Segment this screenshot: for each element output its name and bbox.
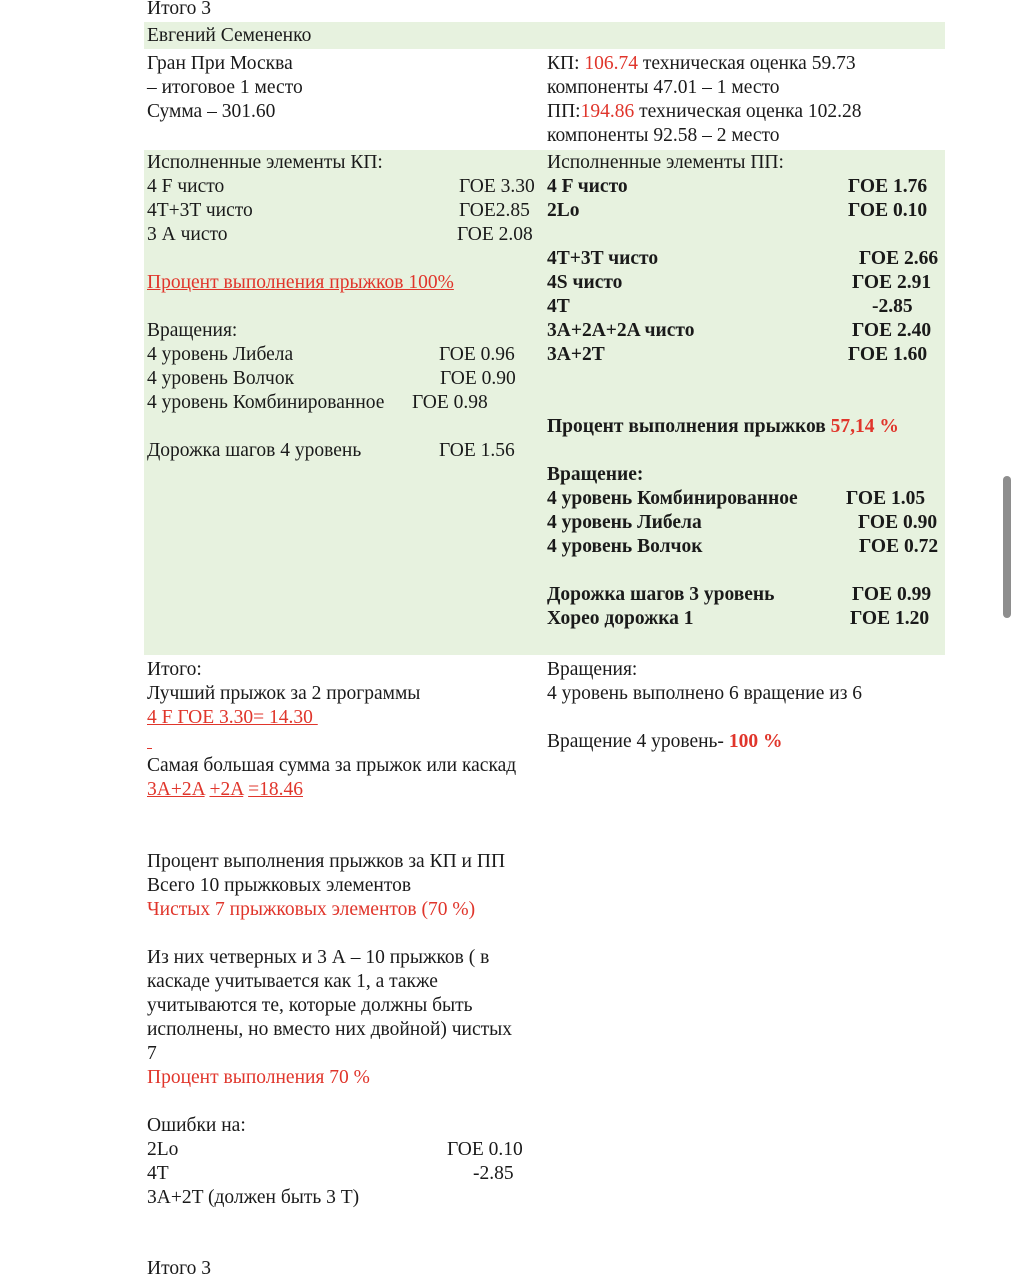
total-jumps: Всего 10 прыжковых элементов — [147, 875, 412, 896]
error-goe: ГОЕ 0.10 — [447, 1139, 523, 1160]
sp-spins-title: Вращения: — [147, 320, 238, 341]
quads-text-line: Из них четверных и 3 А – 10 прыжков ( в — [147, 947, 490, 968]
percent-title: Процент выполнения прыжков за КП и ПП — [147, 851, 506, 872]
sp-jump-name: 4T+3T чисто — [147, 200, 253, 221]
fs-jump-goe: ГОЕ 2.91 — [852, 272, 932, 293]
spins-summary-line2: Вращение 4 уровень- 100 % — [547, 731, 783, 752]
fs-spin-name: 4 уровень Волчок — [547, 536, 703, 557]
best-jump-value: 4 F ГОЕ 3.30= 14.30 — [147, 707, 318, 728]
sp-jump-percent: Процент выполнения прыжков 100% — [147, 272, 454, 293]
fs-spin-goe: ГОЕ 1.05 — [846, 488, 926, 509]
sp-components: компоненты 47.01 – 1 место — [547, 77, 780, 98]
error-name: 4T — [147, 1163, 169, 1184]
best-jump-label: Лучший прыжок за 2 программы — [147, 683, 421, 704]
quads-percent: Процент выполнения 70 % — [147, 1067, 370, 1088]
error-name: 2Lo — [147, 1139, 179, 1160]
sp-steps-goe: ГОЕ 1.56 — [439, 440, 515, 461]
fs-jump-goe: ГОЕ 2.66 — [859, 248, 939, 269]
top-total: Итого 3 — [147, 0, 211, 19]
fs-jump-name: 4S чисто — [547, 272, 623, 293]
sp-jump-name: 4 F чисто — [147, 176, 225, 197]
athlete-name: Евгений Семененко — [147, 25, 312, 46]
quads-text-line: учитываются те, которые должны быть — [147, 995, 473, 1016]
quads-text-line: каскаде учитывается как 1, а также — [147, 971, 438, 992]
summary-title: Итого: — [147, 659, 202, 680]
fs-spins-title: Вращение: — [547, 464, 644, 485]
fs-spin-goe: ГОЕ 0.72 — [859, 536, 939, 557]
fs-jump-name: 3A+2T — [547, 344, 605, 365]
fs-score-line: ПП:194.86 техническая оценка 102.28 — [547, 101, 862, 122]
sp-spin-goe: ГОЕ 0.96 — [439, 344, 515, 365]
fs-jump-goe: ГОЕ 2.40 — [852, 320, 932, 341]
error-goe: -2.85 — [473, 1163, 514, 1184]
quads-text-line: 7 — [147, 1043, 157, 1064]
sp-spin-name: 4 уровень Волчок — [147, 368, 295, 389]
sp-spin-goe: ГОЕ 0.98 — [412, 392, 488, 413]
sp-steps-name: Дорожка шагов 4 уровень — [147, 440, 362, 461]
sp-jump-name: 3 А чисто — [147, 224, 228, 245]
spins-summary-line1: 4 уровень выполнено 6 вращение из 6 — [547, 683, 863, 704]
bottom-total: Итого 3 — [147, 1258, 211, 1279]
fs-jump-percent: Процент выполнения прыжков 57,14 % — [547, 416, 899, 437]
sp-spin-name: 4 уровень Комбинированное — [147, 392, 385, 413]
sp-jump-goe: ГОЕ2.85 — [459, 200, 530, 221]
fs-jump-name: 4 F чисто — [547, 176, 628, 197]
fs-jump-goe: ГОЕ 0.10 — [848, 200, 928, 221]
quads-text-line: исполнены, но вместо них двойной) чистых — [147, 1019, 513, 1040]
fs-jump-goe: -2.85 — [872, 296, 913, 317]
sp-jump-goe: ГОЕ 2.08 — [457, 224, 533, 245]
fs-steps-name: Дорожка шагов 3 уровень — [547, 584, 775, 605]
sp-spin-goe: ГОЕ 0.90 — [440, 368, 516, 389]
fs-jump-name: 4T+3T чисто — [547, 248, 659, 269]
errors-title: Ошибки на: — [147, 1115, 246, 1136]
best-combo-value: 3A+2A +2A =18.46 — [147, 779, 303, 800]
fs-jump-name: 4T — [547, 296, 570, 317]
fs-spin-name: 4 уровень Либела — [547, 512, 702, 533]
fs-choreo-goe: ГОЕ 1.20 — [850, 608, 930, 629]
fs-jump-name: 2Lo — [547, 200, 580, 221]
sp-score-line: КП: 106.74 техническая оценка 59.73 — [547, 53, 856, 74]
fs-title: Исполненные элементы ПП: — [547, 152, 784, 173]
fs-jump-goe: ГОЕ 1.60 — [848, 344, 928, 365]
sp-jump-goe: ГОЕ 3.30 — [459, 176, 535, 197]
event-sum: Сумма – 301.60 — [147, 101, 276, 122]
clean-jumps: Чистых 7 прыжковых элементов (70 %) — [147, 899, 476, 920]
fs-steps-goe: ГОЕ 0.99 — [852, 584, 932, 605]
stray-underline — [147, 748, 152, 749]
event-name: Гран При Москва — [147, 53, 293, 74]
sp-title: Исполненные элементы КП: — [147, 152, 383, 173]
best-combo-label: Самая большая сумма за прыжок или каскад — [147, 755, 517, 776]
error-name: 3A+2T (должен быть 3 T) — [147, 1187, 360, 1208]
fs-spin-goe: ГОЕ 0.90 — [858, 512, 938, 533]
event-place: – итоговое 1 место — [147, 77, 303, 98]
vertical-scrollbar[interactable] — [1003, 476, 1011, 618]
spins-summary-title: Вращения: — [547, 659, 638, 680]
fs-choreo-name: Хорео дорожка 1 — [547, 608, 694, 629]
sp-spin-name: 4 уровень Либела — [147, 344, 294, 365]
fs-jump-name: 3A+2A+2A чисто — [547, 320, 695, 341]
fs-jump-goe: ГОЕ 1.76 — [848, 176, 928, 197]
fs-spin-name: 4 уровень Комбинированное — [547, 488, 798, 509]
fs-components: компоненты 92.58 – 2 место — [547, 125, 780, 146]
